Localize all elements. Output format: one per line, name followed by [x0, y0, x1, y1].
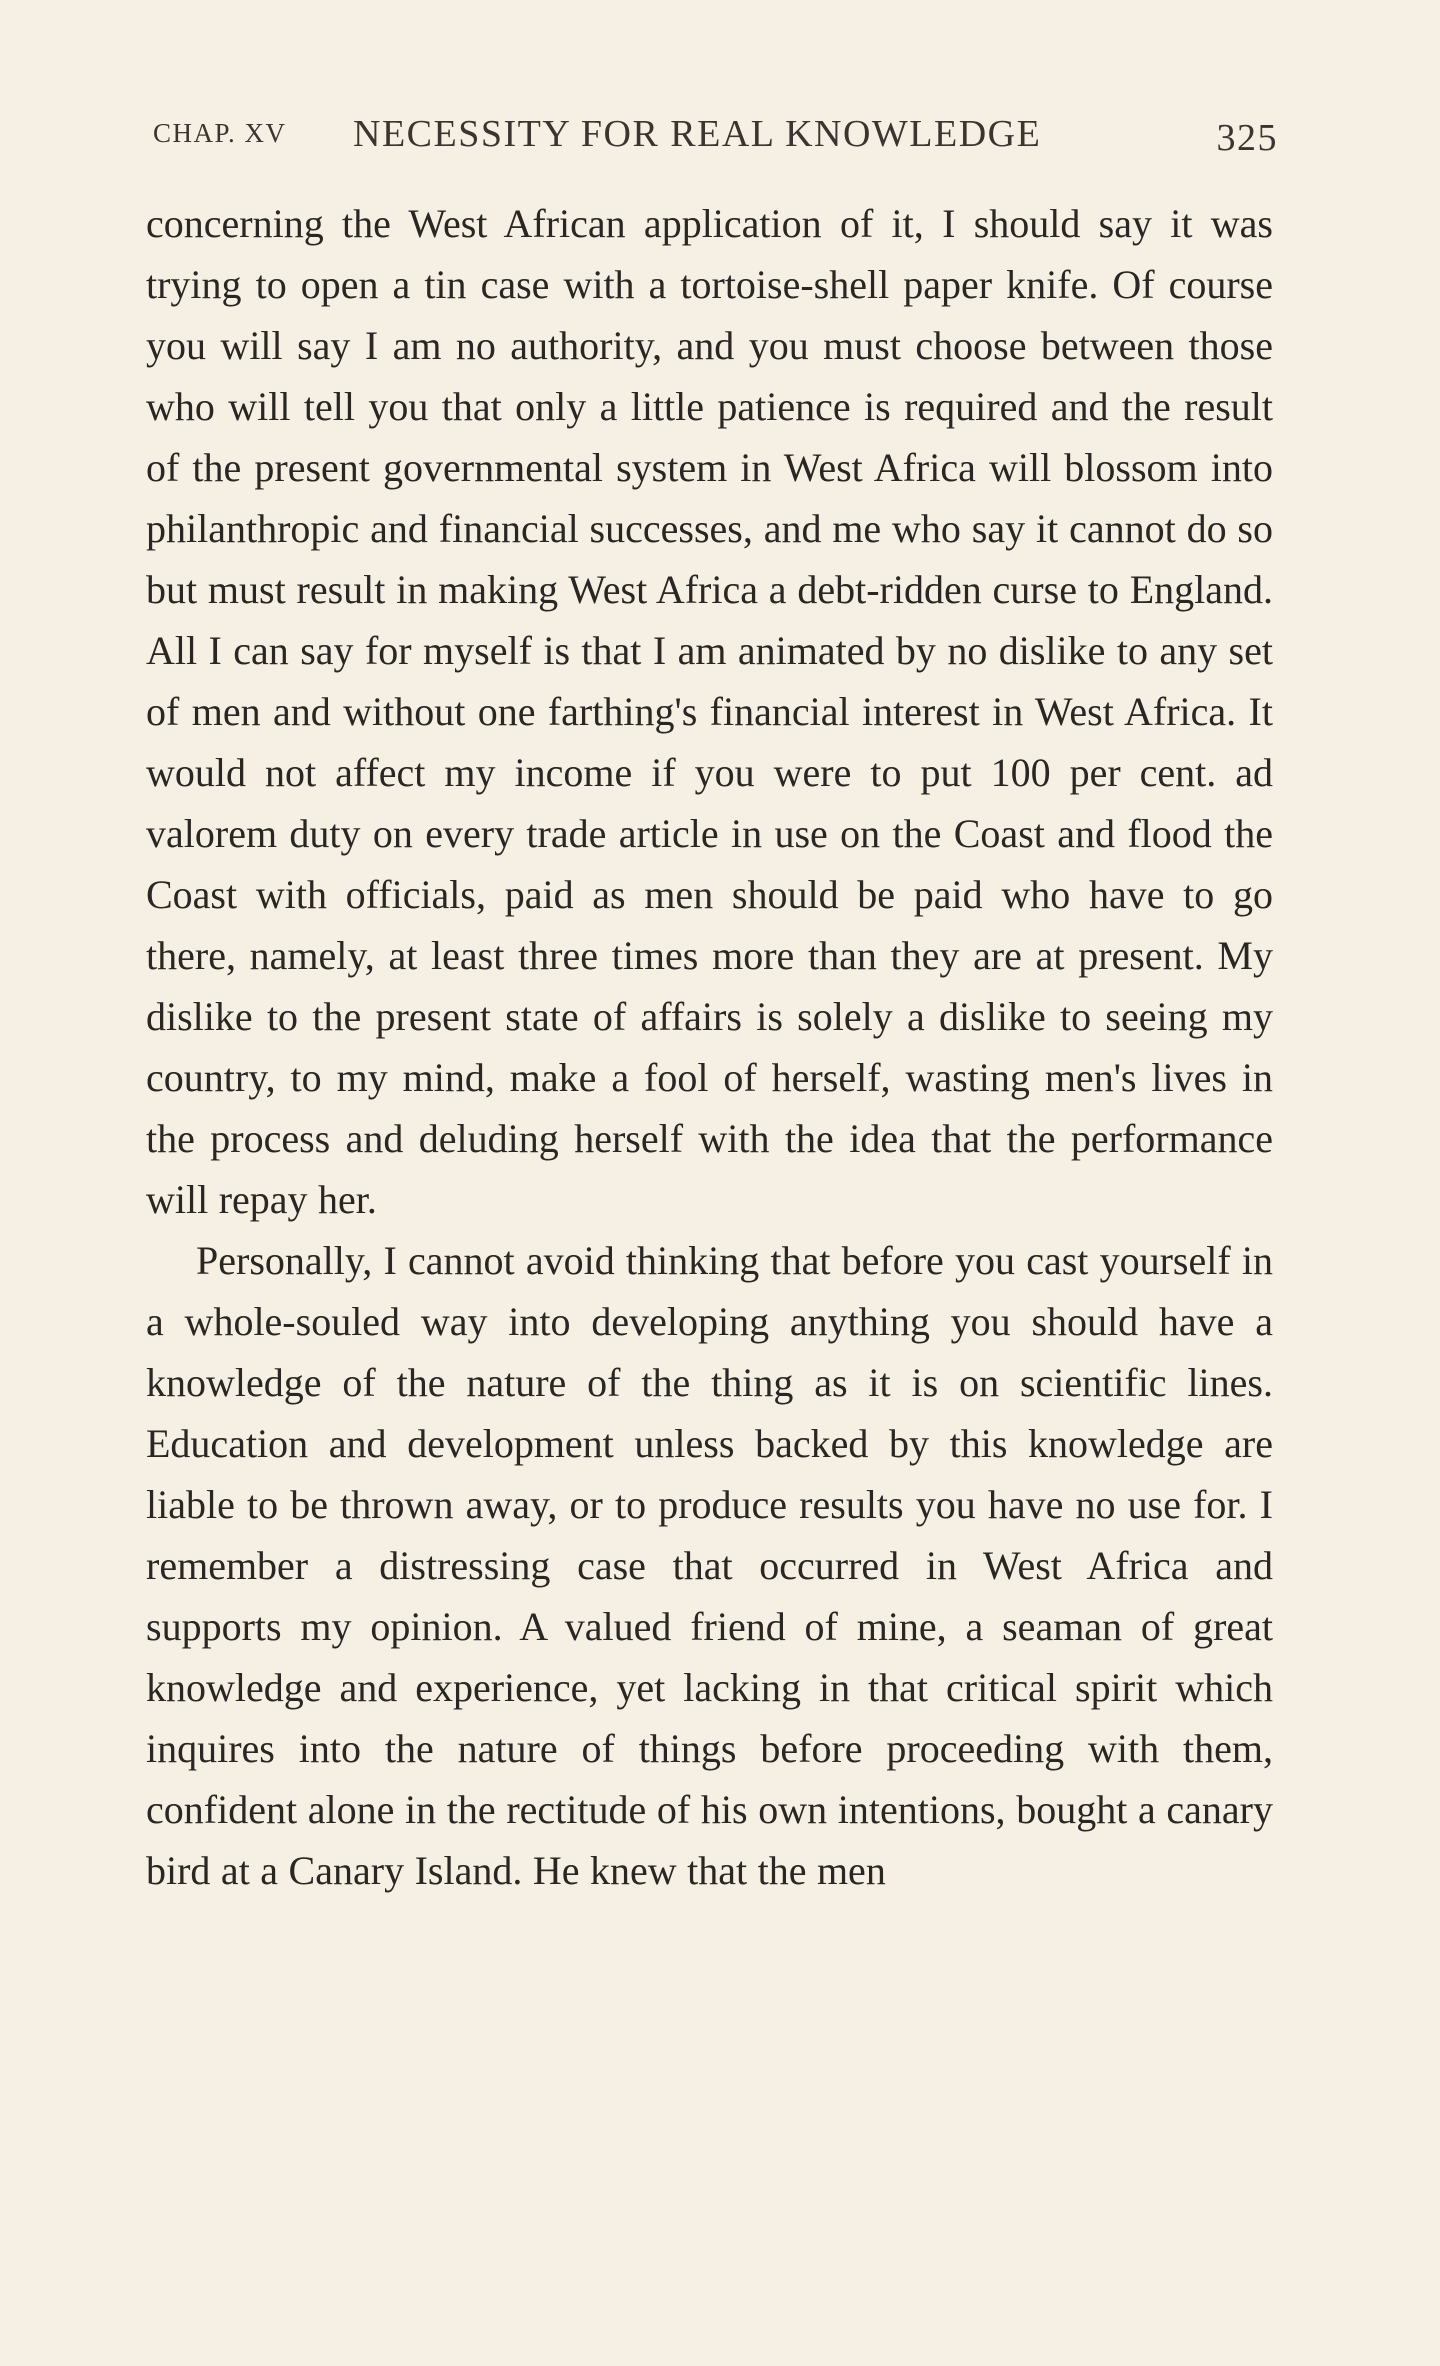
- running-head: [153, 112, 1278, 162]
- running-title: NECESSITY FOR REAL KNOWLEDGE: [353, 113, 1042, 155]
- paragraph-continued: concerning the West African application of it, I should say it was trying to open a tin case with a tortoise-shell paper knife. Of course you will say I am no authority, and you must choose between those who will tell you that only a little patience is required and the result of the present governmental system in West Africa will blossom into philanthropic and financial successes, and me who say it cannot do so but must result in making West Africa a debt-ridden curse to England. All I can say for myself is that I am animated by no dislike to any set of men and without one farthing's financial interest in West Africa. It would not affect my income if you were to put 100 per cent. ad valorem duty on every trade article in use on the Coast and flood the Coast with officials, paid as men should be paid who have to go there, namely, at least three times more than they are at present. My dislike to the present state of affairs is solely a dislike to seeing my country, to my mind, make a fool of herself, wasting men's lives in the process and deluding herself with the idea that the performance will repay her.: [146, 201, 1273, 1222]
- page-number: 325: [1216, 117, 1278, 159]
- body-text: [146, 193, 1273, 1901]
- chapter-label: CHAP. XV: [153, 118, 287, 148]
- paragraph: Personally, I cannot avoid thinking that before you cast yourself in a whole-souled way into developing anything you should have a knowledge of the nature of the thing as it is on scientific lines. Education and development unless backed by this knowledge are liable to be thrown away, or to produce results you have no use for. I remember a distressing case that occurred in West Africa and supports my opinion. A valued friend of mine, a seaman of great knowledge and experience, yet lacking in that critical spirit which inquires into the nature of things before proceeding with them, confident alone in the rectitude of his own intentions, bought a canary bird at a Canary Island. He knew that the men: [146, 1238, 1273, 1893]
